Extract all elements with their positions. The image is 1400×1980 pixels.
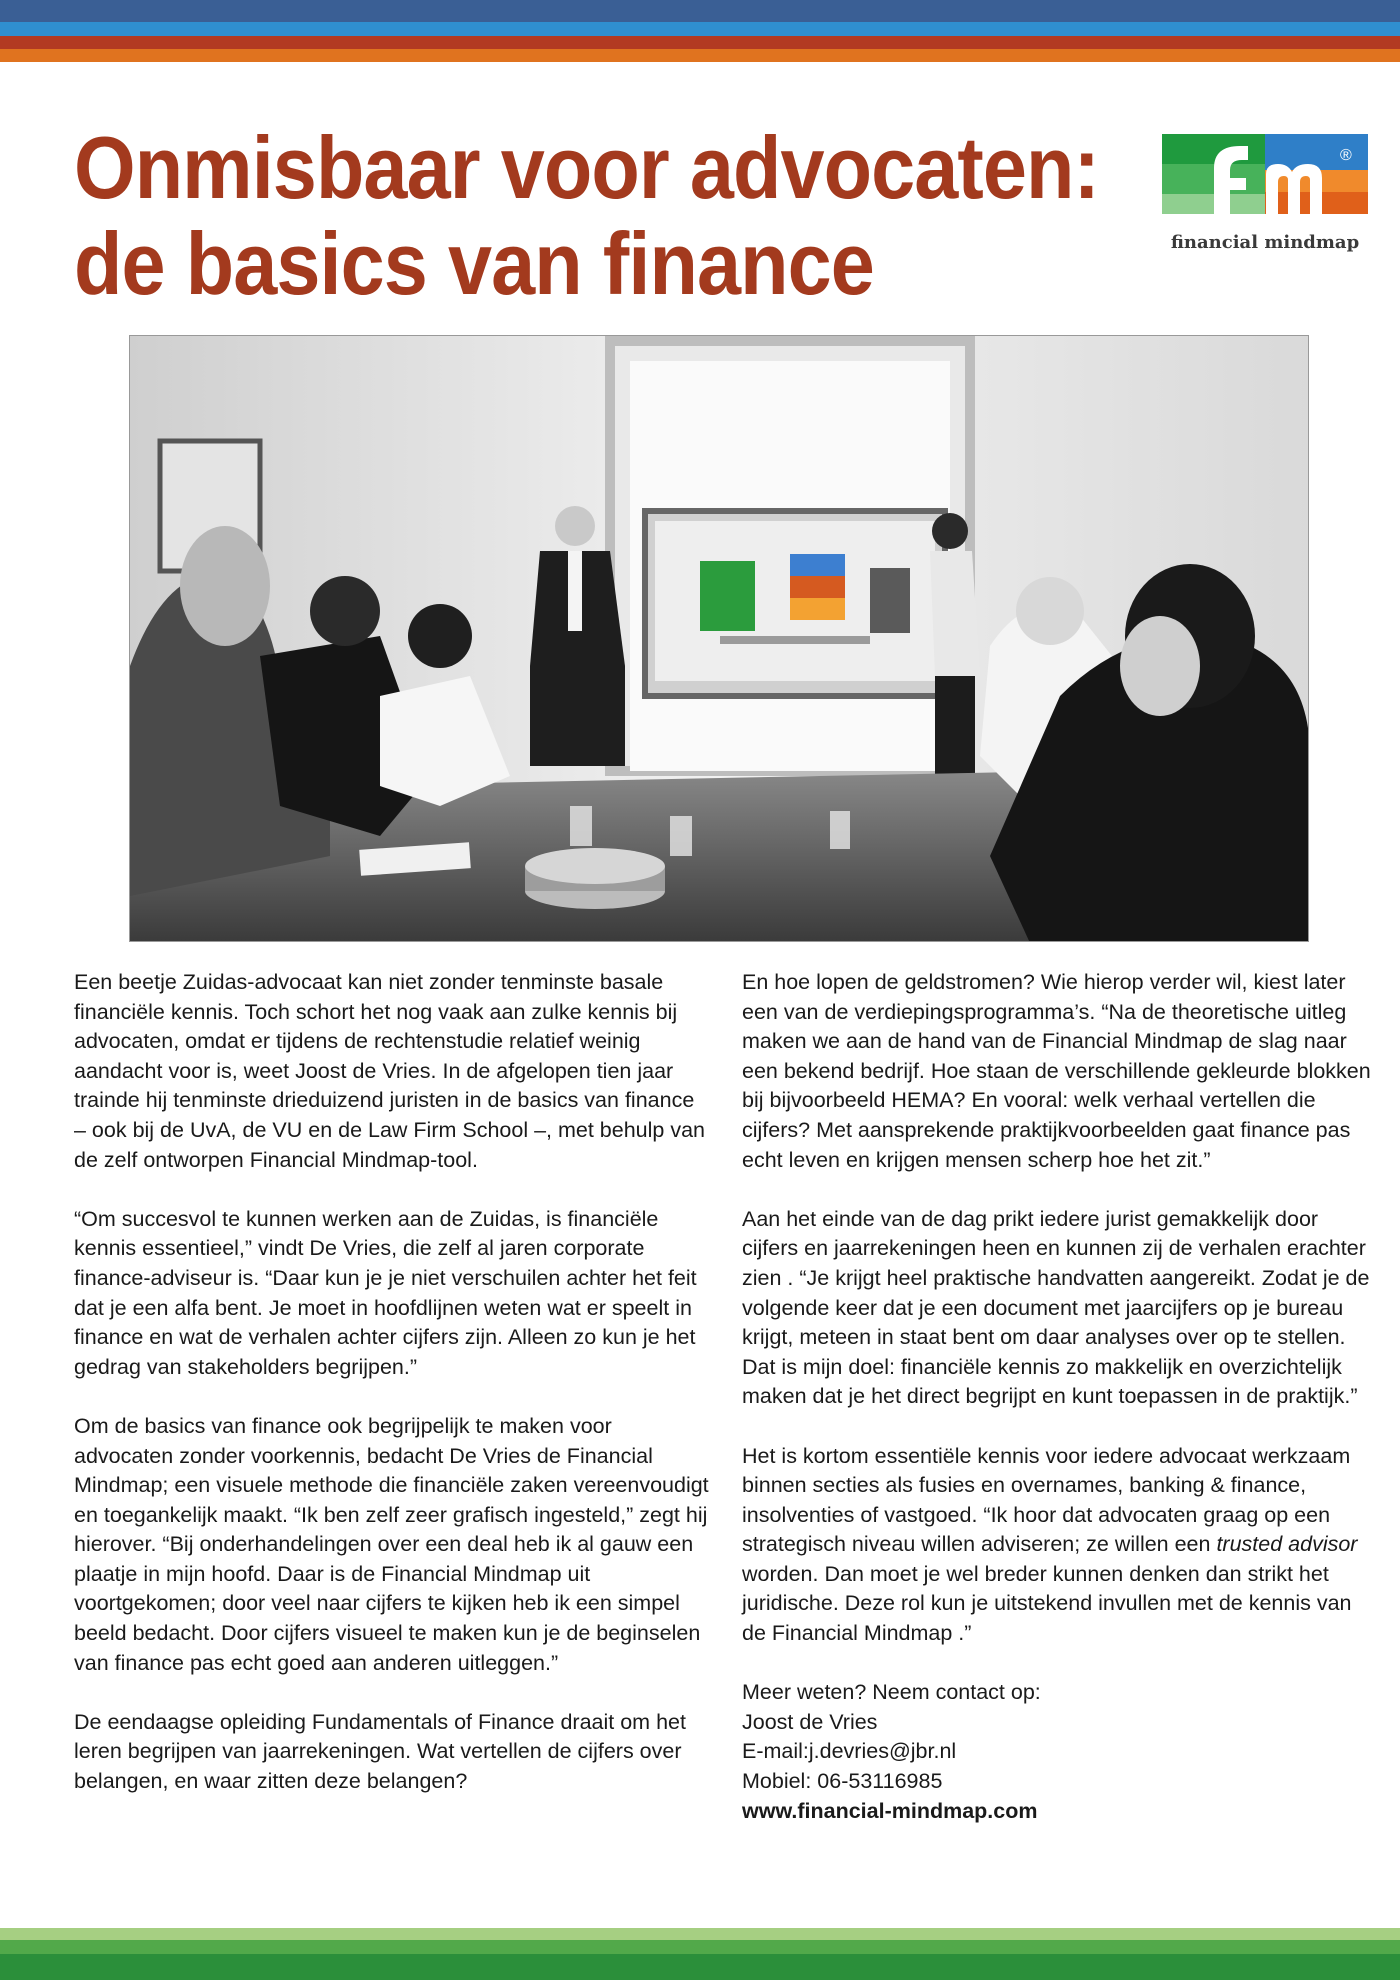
registered-mark: ® (1340, 147, 1352, 164)
top-stripe-orange (0, 49, 1400, 62)
contact-email[interactable]: E-mail:j.devries@jbr.nl (742, 1739, 957, 1764)
top-stripe-red (0, 36, 1400, 49)
top-stripe-light-blue (0, 22, 1400, 36)
contact-intro: Meer weten? Neem contact op: (742, 1680, 1041, 1705)
screen-green-block (700, 561, 755, 631)
title-line-2: de basics van finance (74, 214, 874, 313)
top-stripe-blue (0, 0, 1400, 22)
title-line-1: Onmisbaar voor advocaten: (74, 118, 1100, 217)
website-link[interactable]: www.financial-mindmap.com (742, 1798, 1038, 1823)
paragraph-1: Een beetje Zuidas-advocaat kan niet zonder tenminste basale financiële kennis. Toch schort het nog vaak aan zulke kennis bij advocaten, omdat er tijdens de rechtenstudie relatief weinig aandacht voor is, weet Joost de Vries. In de afgelopen tien jaar trainde hij tenminste drieduizend juristen in de basics van finance – ook bij de UvA, de VU en de Law Firm School –, met behulp van de zelf ontworpen Financial Mindmap-tool. (74, 970, 706, 1172)
contact-name: Joost de Vries (742, 1709, 878, 1734)
paragraph-7-part-1: Het is kortom essentiële kennis voor iedere advocaat werkzaam binnen secties als fusies en overnames, banking & finance, insolventies of vastgoed. “Ik hoor dat advocaten graag op een strategisch niveau willen adviseren; ze willen een (742, 1443, 1351, 1557)
article-column-right (742, 968, 1377, 1856)
logo-caption: financial mindmap (1170, 232, 1360, 253)
paragraph-7 (742, 1442, 1377, 1649)
bottom-stripe-light-green (0, 1928, 1400, 1940)
paragraph-6: Aan het einde van de dag prikt iedere jurist gemakkelijk door cijfers en jaarrekeningen heen en kunnen zij de verhalen erachter zien . “Je krijgt heel praktische handvatten aangereikt. Zodat je de volgende keer dat je een document met jaarcijfers op je bureau krijgt, meteen in staat bent om daar analyses over op te stellen. Dat is mijn doel: financiële kennis zo makkelijk en overzichtelijk maken dat je het direct begrijpt en kunt toepassen in de praktijk.” (742, 1206, 1370, 1409)
bottom-stripe-green (0, 1940, 1400, 1954)
contact-block (742, 1678, 1377, 1826)
paragraph-3: Om de basics van finance ook begrijpelijk te maken voor advocaten zonder voorkennis, bedacht De Vries de Financial Mindmap; een visuele methode die financiële zaken vereenvoudigt en toegankelijk maakt. “Ik ben zelf zeer grafisch ingesteld,” zegt hij hierover. “Bij onderhandelingen over een deal heb ik al gauw een plaatje in mijn hoofd. Daar is de Financial Mindmap uit voortgekomen; door veel naar cijfers te kijken heb ik een simpel beeld bedacht. Door cijfers visueel te maken kun je de beginselen van finance pas echt goed aan anderen uitleggen.” (74, 1413, 709, 1675)
trusted-advisor-emphasis: trusted advisor (1216, 1532, 1358, 1557)
paragraph-7-part-2: worden. Dan moet je wel breder kunnen denken dan strikt het juridische. Deze rol kun je uitstekend invullen met de kennis van de Financial Mindmap .” (742, 1561, 1352, 1646)
contact-mobile: Mobiel: 06-53116985 (742, 1769, 943, 1794)
meeting-photo (129, 335, 1309, 942)
page-title (74, 118, 1100, 313)
article-column-left (74, 968, 709, 1826)
paragraph-2: “Om succesvol te kunnen werken aan de Zuidas, is financiële kennis essentieel,” vindt De Vries, die zelf al jaren corporate finance-adviseur is. “Daar kun je je niet verschuilen achter het feit dat je een alfa bent. Je moet in hoofdlijnen weten wat er speelt in finance en wat de verhalen achter cijfers zijn. Alleen zo kun je het gedrag van stakeholders begrijpen.” (74, 1206, 697, 1379)
bottom-stripe-dark-green (0, 1954, 1400, 1980)
paragraph-4: De eendaagse opleiding Fundamentals of Finance draait om het leren begrijpen van jaarrekeningen. Wat vertellen de cijfers over belangen, en waar zitten deze belangen? (74, 1709, 686, 1794)
paragraph-5: En hoe lopen de geldstromen? Wie hierop verder wil, kiest later een van de verdiepingsprogramma’s. “Na de theoretische uitleg maken we aan de hand van de Financial Mindmap de slag naar een bekend bedrijf. Hoe staan de verschillende gekleurde blokken bij bijvoorbeeld HEMA? En vooral: welk verhaal vertellen die cijfers? Met aansprekende praktijkvoorbeelden gaat finance pas echt leven en krijgen mensen scherp hoe het zit.” (742, 970, 1371, 1172)
